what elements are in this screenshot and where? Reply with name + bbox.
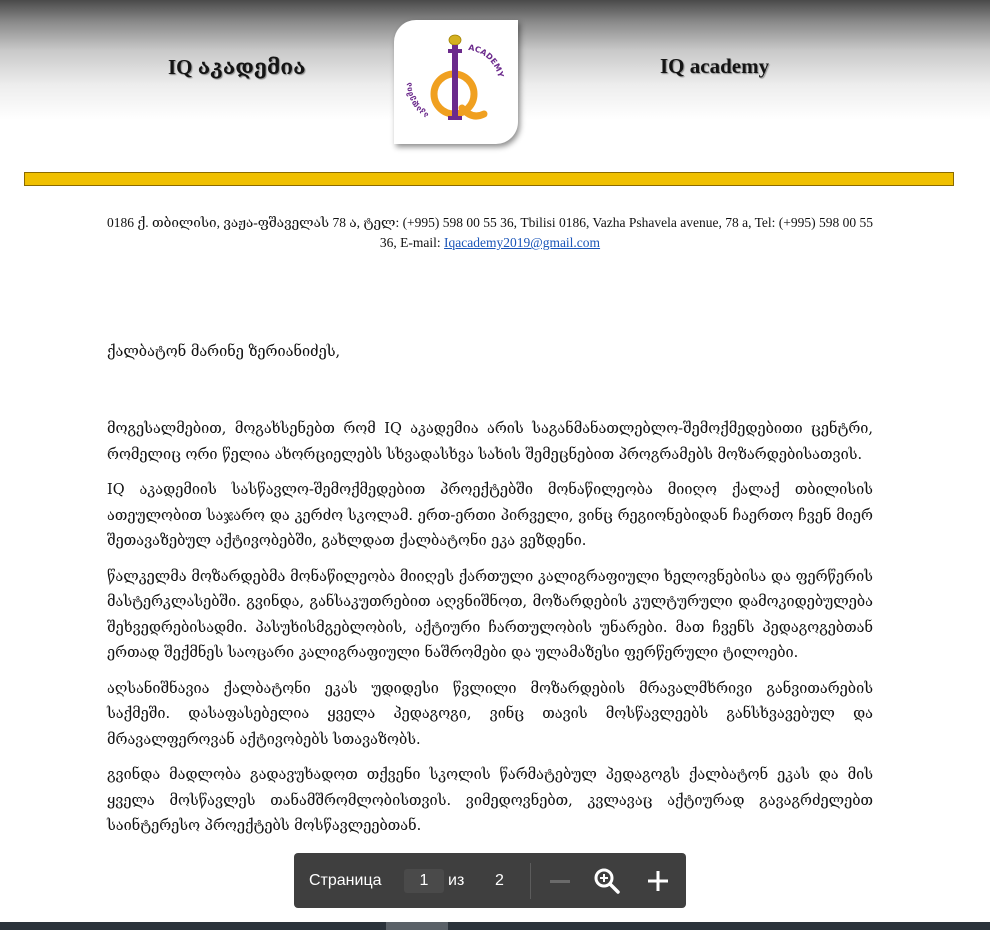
iq-academy-logo-icon	[402, 28, 510, 136]
svg-text:ACADEMY	[468, 43, 506, 79]
total-pages: 2	[495, 872, 504, 889]
accent-divider	[24, 172, 954, 186]
letter-paragraph: IQ აკადემიის სასწავლო-შემოქმედებით პროექტებში მონაწილეობა მიიღო ქალაქ თბილისის ათეულობით საჯარო და კერძო სკოლამ. ერთ-ერთი პირველი, ვინც რეგიონებიდან ჩაერთო ჩვენ მიერ შეთავაზებულ აქტივობებში, გახლდათ ქალბატონი ეკა ვეზდენი.	[107, 482, 873, 549]
svg-text:აკადემია	[405, 82, 431, 120]
letter-paragraph: აღსანიშნავია ქალბატონი ეკას უდიდესი წვლილი მოზარდების მრავალმხრივი განვითარების საქმეში. დასაფასებელია ყველა პედაგოგი, ვინც თავის მოსწავლეებს განსხვავებულ და მრავალფეროვან აქტივობებს სთავაზობს.	[107, 680, 873, 748]
viewer-scroll-strip	[0, 922, 990, 930]
letter-body	[107, 417, 873, 850]
letter-paragraph: გვინდა მადლობა გადავუხადოთ თქვენი სკოლის წარმატებულ პედაგოგს ქალბატონ ეკას და მის ყველა მოსწავლეს თანამშრომლობისთვის. ვიმედოვნებთ, კვლავაც აქტიურად გავაგრძელებთ საინტერესო პროექტებს მოსწავლეებთან.	[107, 767, 873, 834]
logo-arc-text-right: ACADEMY	[467, 42, 506, 79]
zoom-fit-icon[interactable]	[591, 865, 623, 897]
brand-georgian: IQ აკადემია	[168, 55, 306, 79]
letterhead	[0, 0, 990, 152]
brand-english: IQ academy	[660, 54, 770, 78]
page-label: Страница	[309, 872, 382, 889]
zoom-out-icon[interactable]	[544, 865, 576, 897]
page-of-label: из	[448, 872, 465, 889]
scroll-thumb[interactable]	[386, 922, 448, 930]
logo-frame	[394, 20, 518, 144]
pdf-viewer-toolbar	[294, 853, 686, 908]
address-block	[100, 213, 880, 253]
zoom-in-icon[interactable]	[642, 865, 674, 897]
address-text: 0186 ქ. თბილისი, ვაჟა-ფშაველას 78 ა, ტელ: (+995) 598 00 55 36, Tbilisi 0186, Vazha Pshavela avenue, 78 a, Tel: (+995) 598 00 55 36, E-mail:	[106, 215, 874, 250]
logo-arc-text-left: აკადემია	[404, 82, 431, 120]
letter-paragraph: მოგესალმებით, მოგახსენებთ რომ IQ აკადემია არის საგანმანათლებლო-შემოქმედებითი ცენტრი, რომელიც ორი წელია ახორციელებს სხვადასხვა სახის შემეცნებით პროგრამებს მოზარდებისათვის.	[107, 421, 873, 463]
toolbar-divider	[530, 863, 531, 899]
page-number-input[interactable]: 1	[404, 869, 444, 893]
letter-salutation: ქალბატონ მარინე ზერიანიძეს,	[107, 344, 341, 360]
email-link[interactable]: Iqacademy2019@gmail.com	[444, 235, 601, 250]
letter-paragraph: წალკელმა მოზარდებმა მონაწილეობა მიიღეს ქართული კალიგრაფიული ხელოვნებისა და ფერწერის მასტერკლასებში. გვინდა, განსაკუთრებით აღვნიშნოთ, მოზარდების კულტურული დამოკიდებულება შეხვედრებისადმი. პასუხისმგებლობის, აქტიური ჩართულობის უნარები. მათ ჩვენს პედაგოგებთან ერთად შექმნეს საოცარი კალიგრაფიული ნაშრომები და ულამაზესი ფერწერული ტილოები.	[107, 568, 873, 661]
